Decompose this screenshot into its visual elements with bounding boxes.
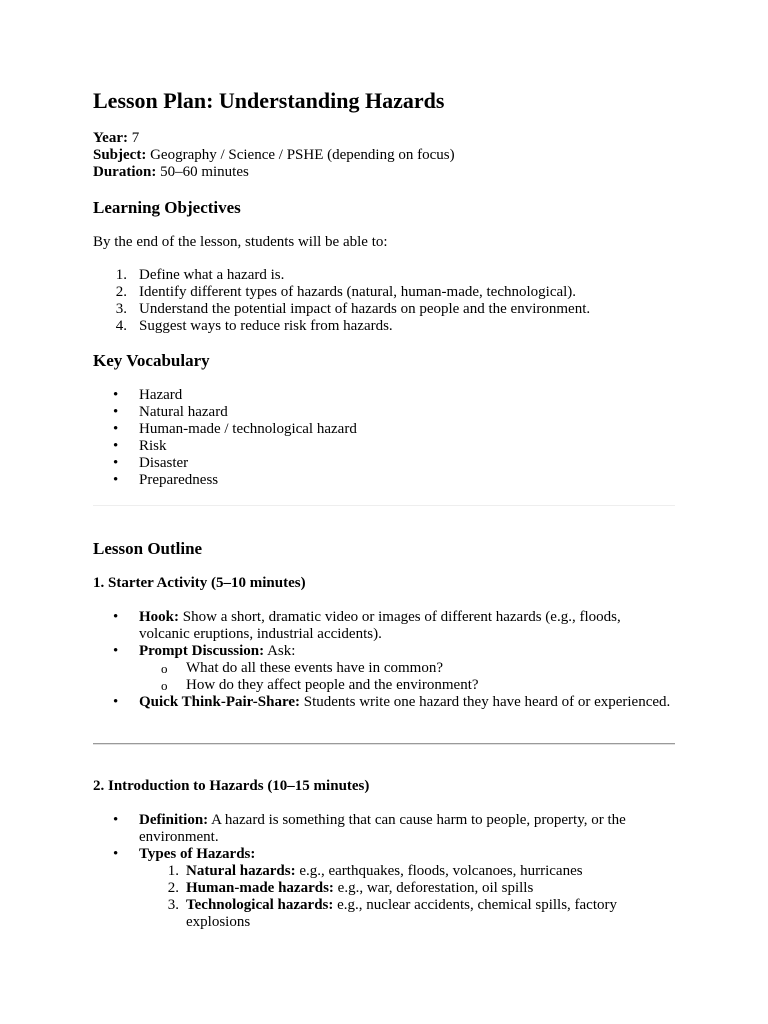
intro-list [93, 812, 675, 931]
list-item: o What do all these events have in common? [161, 660, 443, 676]
section-divider [93, 505, 675, 506]
list-item: 2. Human-made hazards: e.g., war, deforestation, oil spills [167, 880, 534, 896]
meta-year: Year: 7 [93, 130, 140, 146]
list-item: • Risk [113, 438, 167, 454]
starter-heading: 1. Starter Activity (5–10 minutes) [93, 575, 306, 591]
intro-heading: 2. Introduction to Hazards (10–15 minutes) [93, 778, 370, 794]
hazard-types-list [139, 863, 675, 931]
vocabulary-heading: Key Vocabulary [93, 351, 210, 370]
question-list [139, 660, 675, 694]
list-item: • Disaster [113, 455, 189, 471]
list-item: o How do they affect people and the environment? [161, 677, 479, 693]
list-item: • Types of Hazards: 1. Natural hazards: e.g., earthquakes, floods, volcanoes, hurricanes 2. Human-made hazards: e.g., war, deforestation, oil spills 3. Technological hazards: e.g., nuclear accidents, chemical spills, factory explosions [93, 846, 675, 931]
meta-duration: Duration: 50–60 minutes [93, 164, 249, 180]
page-title: Lesson Plan: Understanding Hazards [93, 88, 445, 113]
list-item: 3. Understand the potential impact of hazards on people and the environment. [115, 301, 591, 317]
list-item: 2. Identify different types of hazards (natural, human-made, technological). [115, 284, 577, 300]
list-item: • Preparedness [113, 472, 219, 488]
meta-subject: Subject: Geography / Science / PSHE (depending on focus) [93, 147, 455, 163]
list-item: • Definition: A hazard is something that can cause harm to people, property, or the environment. [113, 812, 626, 845]
list-item: • Prompt Discussion: Ask: o What do all these events have in common? o How do they affect people and the environment? [93, 643, 675, 694]
list-item: • Quick Think-Pair-Share: Students write one hazard they have heard of or experienced. [113, 694, 671, 710]
list-item: 1. Define what a hazard is. [115, 267, 285, 283]
vocabulary-list [93, 387, 357, 489]
list-item: 3. Technological hazards: e.g., nuclear accidents, chemical spills, factory explosions [167, 897, 618, 930]
list-item: • Hazard [113, 387, 183, 403]
list-item: 1. Natural hazards: e.g., earthquakes, floods, volcanoes, hurricanes [167, 863, 583, 879]
objectives-heading: Learning Objectives [93, 198, 241, 217]
list-item: 4. Suggest ways to reduce risk from hazards. [115, 318, 393, 334]
objectives-intro: By the end of the lesson, students will be able to: [93, 234, 388, 250]
section-divider [93, 743, 675, 745]
starter-list [93, 609, 675, 711]
list-item: • Human-made / technological hazard [113, 421, 357, 437]
objectives-list [93, 267, 590, 335]
lesson-meta [93, 130, 455, 181]
list-item: • Hook: Show a short, dramatic video or images of different hazards (e.g., floods, volcanic eruptions, industrial accidents). [113, 609, 621, 642]
list-item: • Natural hazard [113, 404, 228, 420]
outline-heading: Lesson Outline [93, 539, 203, 558]
